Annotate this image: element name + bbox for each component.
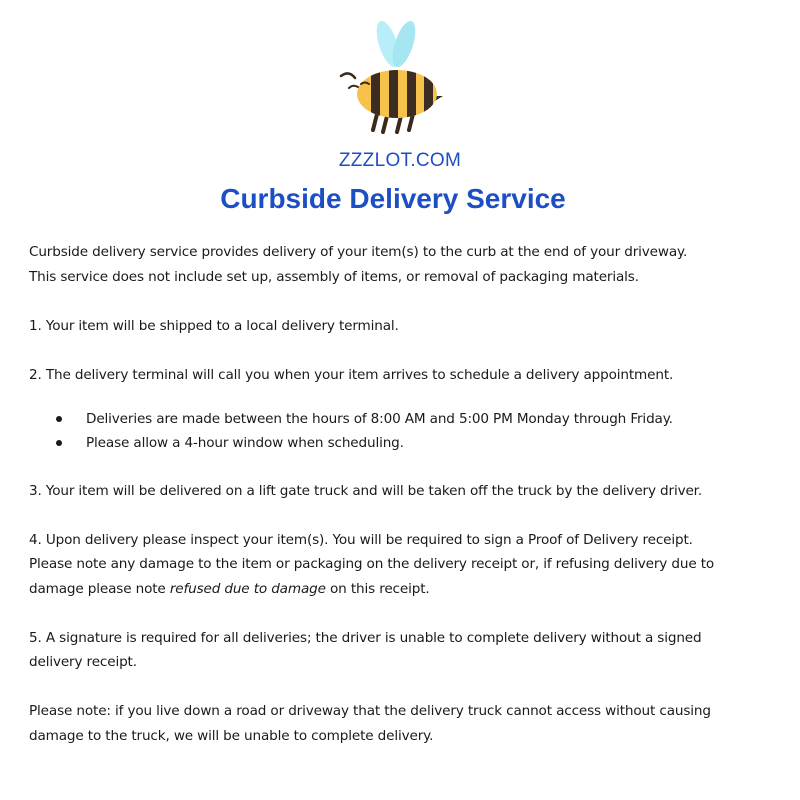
step-1: 1. Your item will be shipped to a local delivery terminal.	[29, 317, 399, 334]
note-paragraph	[29, 699, 789, 748]
intro-paragraph	[29, 240, 789, 289]
step-4	[29, 528, 789, 602]
step-4-line-2: Please note any damage to the item or packaging on the delivery receipt or, if refusing delivery due to	[29, 556, 715, 572]
step-4-line-3-post: on this receipt.	[325, 580, 430, 597]
bullet-item	[29, 431, 789, 456]
bullet-text: Please allow a 4-hour window when scheduling.	[86, 435, 404, 451]
step-5	[29, 626, 789, 675]
page-title: Curbside Delivery Service	[220, 183, 566, 214]
bullet-icon	[56, 440, 62, 446]
bee-icon	[325, 14, 455, 138]
step-3: 3. Your item will be delivered on a lift gate truck and will be taken off the truck by the delivery driver.	[29, 482, 703, 499]
site-name: ZZZLOT.COM	[338, 150, 462, 171]
step-5-line-1: 5. A signature is required for all deliveries; the driver is unable to complete delivery without a signed	[29, 629, 702, 646]
refused-due-to-damage-phrase: refused due to damage	[169, 580, 326, 597]
document-body	[29, 240, 789, 773]
bullet-list	[29, 407, 789, 456]
intro-line-1: Curbside delivery service provides delivery of your item(s) to the curb at the end of your driveway.	[29, 244, 688, 260]
step-4-line-1: 4. Upon delivery please inspect your item(s). You will be required to sign a Proof of Delivery receipt.	[29, 531, 693, 548]
step-5-line-2: delivery receipt.	[29, 654, 137, 670]
note-line-2: damage to the truck, we will be unable to complete delivery.	[29, 727, 434, 744]
step-4-line-3-pre: damage please note	[29, 580, 170, 597]
bullet-item	[29, 407, 789, 432]
intro-line-2: This service does not include set up, assembly of items, or removal of packaging materials.	[29, 268, 639, 285]
step-2: 2. The delivery terminal will call you when your item arrives to schedule a delivery appointment.	[29, 366, 674, 383]
bullet-icon	[56, 416, 62, 422]
bee-logo	[325, 14, 455, 138]
bullet-text: Deliveries are made between the hours of 8:00 AM and 5:00 PM Monday through Friday.	[86, 410, 673, 427]
note-line-1: Please note: if you live down a road or driveway that the delivery truck cannot access without causing	[29, 703, 711, 719]
